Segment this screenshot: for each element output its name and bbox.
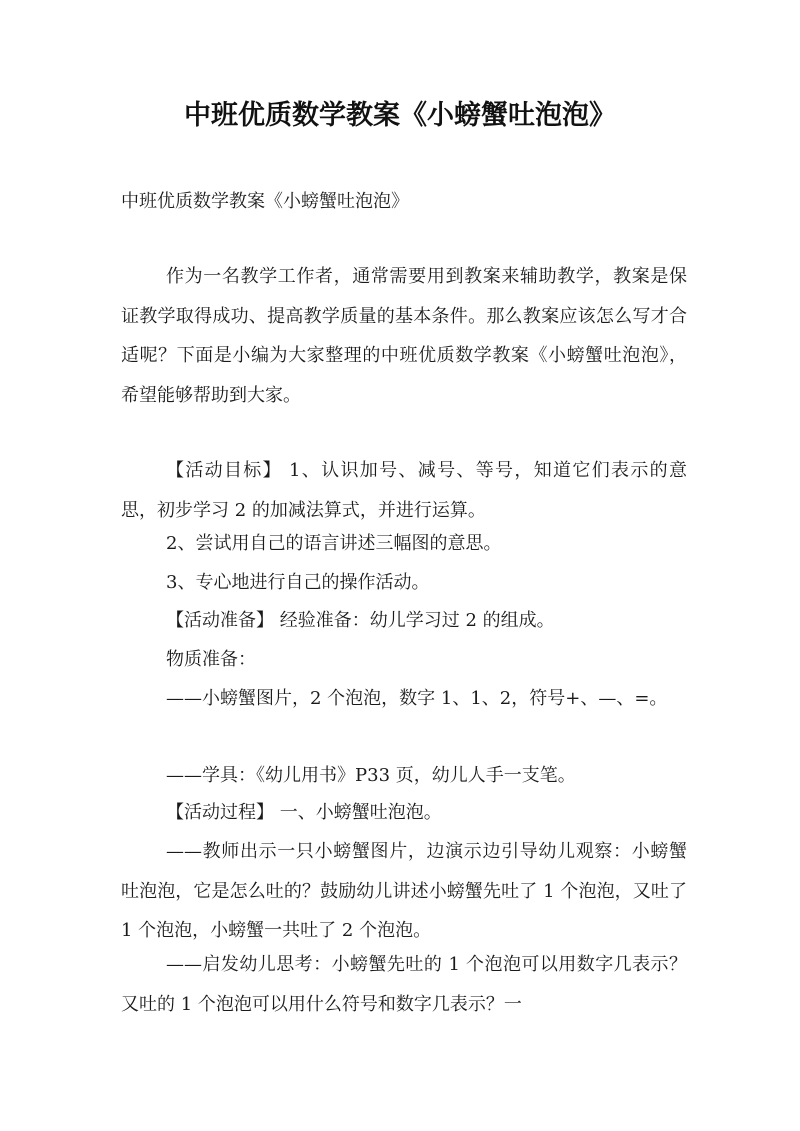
intro-paragraph: 作为一名教学工作者，通常需要用到教案来辅助教学，教案是保证教学取得成功、提高教学质量的基本条件。那么教案应该怎么写才合适呢？下面是小编为大家整理的中班优质数学教案《小螃蟹吐泡泡》，希望能够帮助到大家。 bbox=[121, 266, 687, 406]
activity-process-heading: 【活动过程】 一、小螃蟹吐泡泡。 bbox=[166, 802, 442, 823]
activity-goal-paragraph: 【活动目标】 1、认识加号、减号、等号，知道它们表示的意思，初步学习 2 的加减法算式，并进行运算。 bbox=[121, 460, 687, 521]
material-item-1: ——小螃蟹图片，2 个泡泡，数字 1、1、2，符号+、—、=。 bbox=[166, 688, 668, 709]
document-title: 中班优质数学教案《小螃蟹吐泡泡》 bbox=[184, 100, 616, 131]
activity-process-step-1: ——教师出示一只小螃蟹图片，边演示边引导幼儿观察：小螃蟹吐泡泡，它是怎么吐的？鼓励幼儿讲述小螃蟹先吐了 1 个泡泡，又吐了 1 个泡泡，小螃蟹一共吐了 2 个泡泡。 bbox=[121, 841, 687, 941]
activity-goal-item-3: 3、专心地进行自己的操作活动。 bbox=[166, 572, 430, 593]
activity-goal-item-2: 2、尝试用自己的语言讲述三幅图的意思。 bbox=[166, 533, 502, 554]
activity-process-step-2: ——启发幼儿思考：小螃蟹先吐的 1 个泡泡可以用数字几表示？又吐的 1 个泡泡可以用什么符号和数字几表示？一 bbox=[121, 954, 687, 1015]
document-subtitle: 中班优质数学教案《小螃蟹吐泡泡》 bbox=[121, 191, 409, 212]
material-preparation-heading: 物质准备： bbox=[166, 649, 256, 670]
material-item-2: ——学具：《幼儿用书》P33 页，幼儿人手一支笔。 bbox=[166, 765, 576, 786]
activity-preparation: 【活动准备】 经验准备：幼儿学习过 2 的组成。 bbox=[166, 610, 555, 631]
